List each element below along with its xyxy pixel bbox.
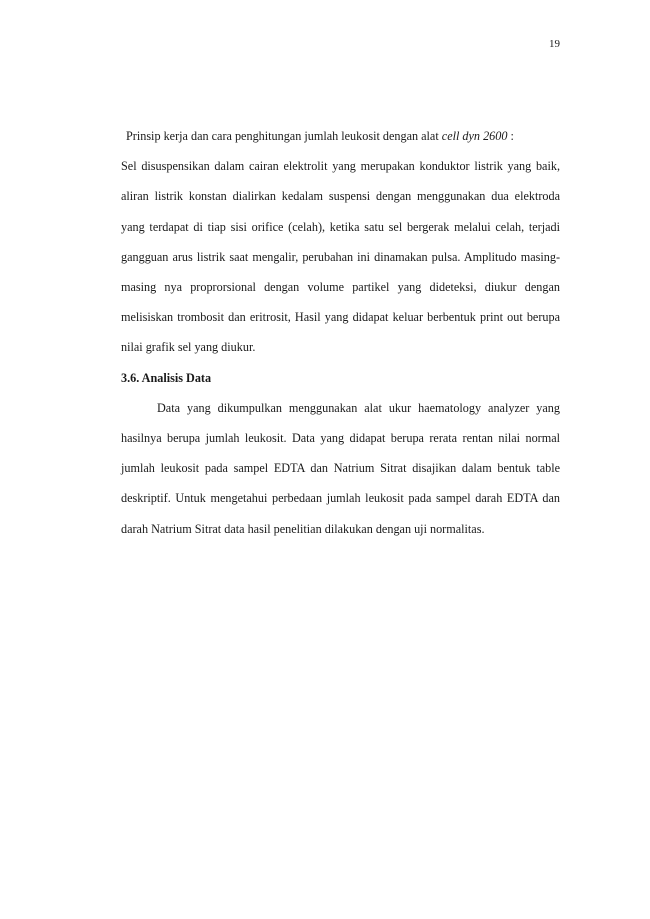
analysis-paragraph: Data yang dikumpulkan menggunakan alat ukur haematology analyzer yang hasilnya berupa jumlah leukosit. Data yang didapat berupa rerata rentan nilai normal jumlah leukosit pada sampel EDTA dan Natrium Sitrat disajikan dalam bentuk table deskriptif. Untuk mengetahui perbedaan jumlah leukosit pada sampel darah EDTA dan darah Natrium Sitrat data hasil penelitian dilakukan dengan uji normalitas. [121,400,560,536]
device-name: cell dyn 2600 [441,129,508,143]
intro-paragraph [121,121,560,363]
section-heading: 3.6. Analisis Data [121,370,212,385]
document-body [121,121,560,544]
page-number: 19 [549,38,560,50]
intro-body-text: Sel disuspensikan dalam cairan elektrolit yang merupakan konduktor listrik yang baik, aliran listrik konstan dialirkan kedalam suspensi dengan menggunakan dua elektroda yang terdapat di tiap sisi orifice (celah), ketika satu sel bergerak melalui celah, terjadi gangguan arus listrik saat mengalir, perubahan ini dinamakan pulsa. Amplitudo masing-masing nya proprorsional dengan volume partikel yang dideteksi, diukur dengan melisiskan trombosit dan eritrosit, Hasil yang didapat keluar berbentuk print out berupa nilai grafik sel yang diukur. [121,159,560,355]
intro-lead-text: Prinsip kerja dan cara penghitungan jumlah leukosit dengan alat [126,129,442,143]
intro-trail-text: : [507,129,514,143]
